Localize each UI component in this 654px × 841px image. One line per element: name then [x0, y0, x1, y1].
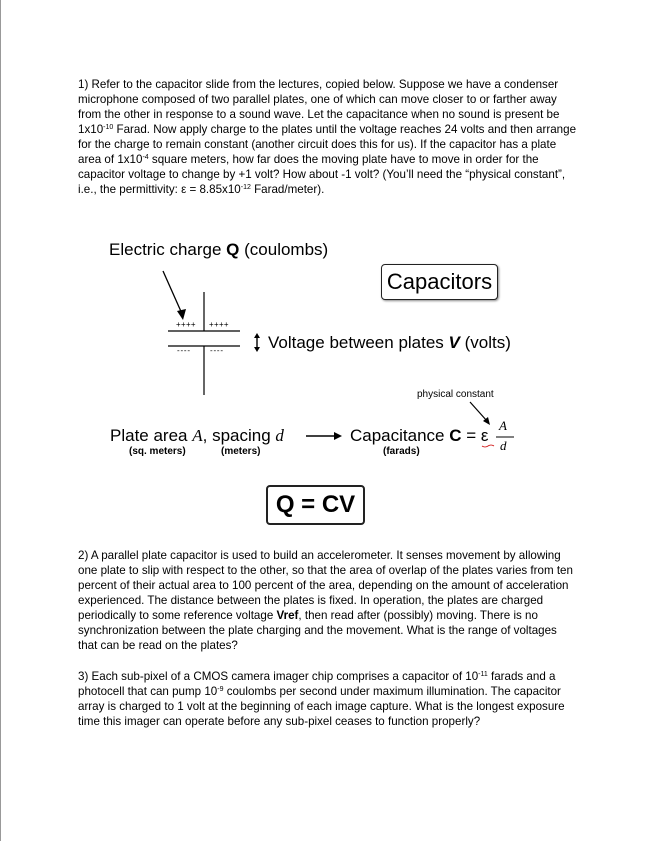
capacitance-symbol: C — [449, 426, 462, 445]
charge-units: (coulombs) — [239, 240, 329, 259]
charge-pointer-line — [163, 271, 183, 316]
question-2 — [78, 548, 578, 653]
positive-charges-right: ++++ — [209, 320, 229, 329]
capacitance-label — [350, 426, 488, 446]
voltage-label-text: Voltage between plates — [268, 333, 449, 352]
charge-label-text: Electric charge — [109, 240, 227, 259]
negative-charges-left: ---- — [177, 346, 191, 355]
voltage-label — [268, 333, 511, 353]
sq-meters-label: (sq. meters) — [129, 446, 186, 457]
q1-exponent-2: -4 — [142, 154, 149, 161]
q3-text-3: coulombs per second under maximum illumination. The capacitor array is charged to 1 volt at the beginning of each image capture. What is the longest exposure time this imager can operate before any sub-pixel ceases to function properly? — [78, 685, 565, 728]
question-3 — [78, 669, 578, 729]
positive-charges-left: ++++ — [176, 320, 196, 329]
plate-area-label — [110, 426, 284, 446]
q3-text-1: 3) Each sub-pixel of a CMOS camera imager chip comprises a capacitor of 10 — [78, 670, 479, 683]
voltage-units: (volts) — [459, 333, 511, 352]
area-symbol: A — [192, 426, 203, 445]
fraction-numerator: A — [499, 418, 507, 433]
meters-label: (meters) — [221, 446, 261, 457]
q1-text-2: Farad. Now apply charge to the plates until the voltage reaches 24 volts and then arrange for the charge to remain constant (another circuit does this for us). If the capacitor has a plate area of 1x10 — [78, 123, 577, 166]
charge-label — [109, 240, 328, 260]
physical-constant-label: physical constant — [417, 389, 494, 400]
farads-label: (farads) — [383, 446, 420, 457]
spacing-text: , spacing — [202, 426, 276, 445]
q2-text-2: , then read after (possibly) moving. There is no synchronization between the plate charging and the movement. What is the range of voltages that can be read on the plates? — [78, 609, 557, 652]
negative-charges-right: ---- — [210, 346, 224, 355]
charge-pointer-arrowhead — [177, 309, 186, 320]
q1-text-1: 1) Refer to the capacitor slide from the lectures, copied below. Suppose we have a condenser microphone composed of two parallel plates, one of which can move closer to or farther away from the other in response to a sound wave. Let the capacitance when no sound is present be 1x10 — [78, 78, 560, 136]
qcv-formula: Q = CV — [275, 491, 356, 518]
q3-exponent-2: -9 — [217, 686, 224, 693]
constant-pointer-line — [470, 402, 487, 421]
capacitance-text: Capacitance — [350, 426, 450, 445]
q2-vref: Vref — [276, 609, 299, 622]
capacitors-title-box — [381, 264, 498, 300]
q3-text-2: farads and a photocell that can pump 10 — [78, 670, 556, 698]
area-to-capacitance-arrowhead — [334, 432, 342, 440]
q1-text-4: Farad/meter). — [250, 183, 325, 196]
qcv-formula-box — [266, 485, 365, 525]
charge-symbol: Q — [226, 240, 240, 259]
capacitors-title: Capacitors — [386, 269, 493, 294]
q2-text-1: 2) A parallel plate capacitor is used to build an accelerometer. It senses movement by allowing one plate to slip with respect to the other, so that the area of overlap of the plates varies from ten percent of their actual area to 100 percent of the area, depending on the amount of acceleration experienced. The distance between the plates is fixed. In operation, the plates are charged periodically to some reference voltage — [78, 549, 573, 622]
q3-exponent-1: -11 — [478, 671, 488, 678]
q1-text-3: square meters, how far does the moving plate have to move in order for the capacitor voltage to change by +1 volt? How about -1 volt? (You’ll need the “physical constant”, i.e., the permittivity: ε = 8.85x10 — [78, 153, 566, 196]
voltage-arrow-down — [254, 347, 260, 352]
spacing-symbol: d — [275, 426, 284, 445]
q1-exponent-3: -12 — [240, 184, 251, 191]
voltage-symbol: V — [448, 333, 460, 352]
capacitance-equals-epsilon: = ε — [461, 426, 489, 445]
voltage-arrow-up — [254, 333, 260, 338]
plate-area-text: Plate area — [110, 426, 193, 445]
fraction-denominator: d — [500, 438, 507, 453]
q1-exponent-1: -10 — [103, 124, 114, 131]
